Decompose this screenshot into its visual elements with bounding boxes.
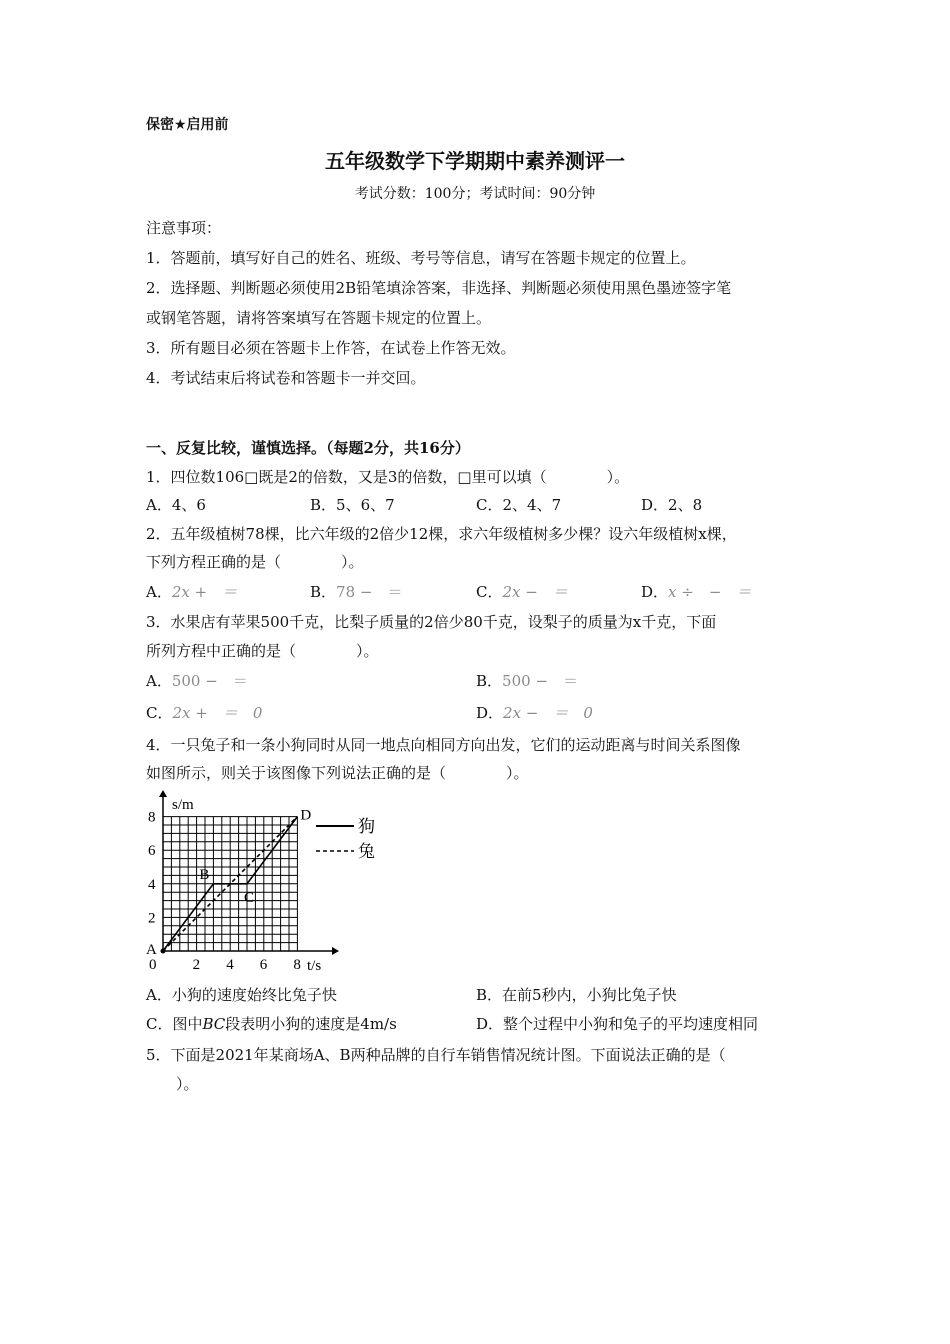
q3-option-a: A．500 − ＝ [146,672,248,690]
q3-option-d: D．2x − ＝ 0 [476,704,593,722]
question-5-line2: ）。 [146,1075,199,1093]
q2-option-d-formula: x ÷ − ＝ [668,583,752,601]
q3-option-d-formula: 2x − ＝ 0 [503,704,593,722]
section-heading: 一、反复比较，谨慎选择。（每题2分，共16分） [146,439,470,457]
notes-heading: 注意事项： [146,219,222,237]
q2-option-d: D．x ÷ − ＝ [641,583,752,601]
question-2-line2: 下列方程正确的是（ ）。 [146,553,364,571]
y-tick-label: 8 [148,809,156,826]
q4-option-d: D．整个过程中小狗和兔子的平均速度相同 [476,1015,759,1033]
question-1-text: 1．四位数106□既是2的倍数，又是3的倍数，□里可以填（ ）。 [146,468,630,486]
q4-option-c-value: 4m/s [360,1015,397,1033]
y-tick-label: 4 [148,876,156,893]
chart-series [161,817,298,954]
y-axis-label: s/m [172,797,194,813]
q4-option-a: A．小狗的速度始终比兔子快 [146,986,337,1004]
q3-option-b-formula: 500 − ＝ [502,672,578,690]
point-label-a: A [146,942,157,958]
q1-option-a: A．4、6 [146,496,206,514]
x-tick-label: 0 [149,957,157,973]
q1-option-c: C．2、4、7 [476,496,562,514]
q3-option-a-formula: 500 − ＝ [171,672,248,690]
x-tick-label: 2 [192,957,201,973]
point-label-c: C [244,889,255,906]
question-5-line1: 5．下面是2021年某商场A、B两种品牌的自行车销售情况统计图。下面说法正确的是（ [146,1046,726,1064]
q4-option-c-segment: BC [202,1015,226,1033]
question-4-line1: 4．一只兔子和一条小狗同时从同一地点向相同方向出发，它们的运动距离与时间关系图像 [146,736,741,754]
q1-option-b: B．5、6、7 [310,496,395,514]
notes-item: 2．选择题、判断题必须使用2B铅笔填涂答案，非选择、判断题必须使用黑色墨迹签字笔 [146,279,732,297]
q1-option-d: D．2、8 [641,496,703,514]
q4-option-b: B．在前5秒内，小狗比兔子快 [476,986,677,1004]
notes-item: 3．所有题目必须在答题卡上作答，在试卷上作答无效。 [146,339,516,357]
q2-option-b-formula: 78 − ＝ [336,583,403,601]
notes-item: 1．答题前，填写好自己的姓名、班级、考号等信息，请写在答题卡规定的位置上。 [146,249,696,267]
q2-option-a: A．2x + ＝ [146,583,238,601]
point-label-d: D [300,807,312,824]
q2-option-c: C．2x − ＝ [476,583,568,601]
confidential-mark: 保密★启用前 [146,117,229,133]
q2-option-a-formula: 2x + ＝ [171,583,238,601]
q2-option-c-formula: 2x − ＝ [502,583,568,601]
question-4-line2: 如图所示，则关于该图像下列说法正确的是（ ）。 [146,764,529,782]
notes-item: 或钢笔答题，请将答案填写在答题卡规定的位置上。 [146,309,492,327]
x-axis-label: t/s [307,958,322,974]
legend-label: 狗 [358,817,375,836]
origin-point [161,949,166,954]
q4-option-c: C．图中BC段表明小狗的速度是4m/s [146,1015,397,1033]
y-tick-label: 2 [148,910,156,927]
notes-item: 4．考试结束后将试卷和答题卡一并交回。 [146,369,426,387]
q2-option-b: B．78 − ＝ [310,583,403,601]
exam-info: 考试分数：100分；考试时间：90分钟 [354,186,596,202]
x-tick-label: 4 [226,957,234,973]
chart-legend [316,817,375,861]
chart-axes [159,790,339,955]
distance-time-chart [140,786,400,978]
x-tick-label: 8 [293,957,301,973]
question-3-line2: 所列方程中正确的是（ ）。 [146,642,379,660]
legend-label: 兔 [358,842,375,861]
question-3-line1: 3．水果店有苹果500千克，比梨子质量的2倍少80千克，设梨子的质量为x千克，下面 [146,613,717,631]
q3-option-c-formula: 2x + ＝ 0 [172,704,263,722]
page-title: 五年级数学下学期期中素养测评一 [325,149,625,173]
y-tick-label: 6 [148,843,156,860]
q3-option-c: C．2x + ＝ 0 [146,704,263,722]
question-2-line1: 2．五年级植树78棵，比六年级的2倍少12棵，求六年级植树多少棵？设六年级植树x棵， [146,525,737,543]
point-label-b: B [199,866,210,883]
x-tick-label: 6 [259,957,268,973]
q3-option-b: B．500 − ＝ [476,672,578,690]
